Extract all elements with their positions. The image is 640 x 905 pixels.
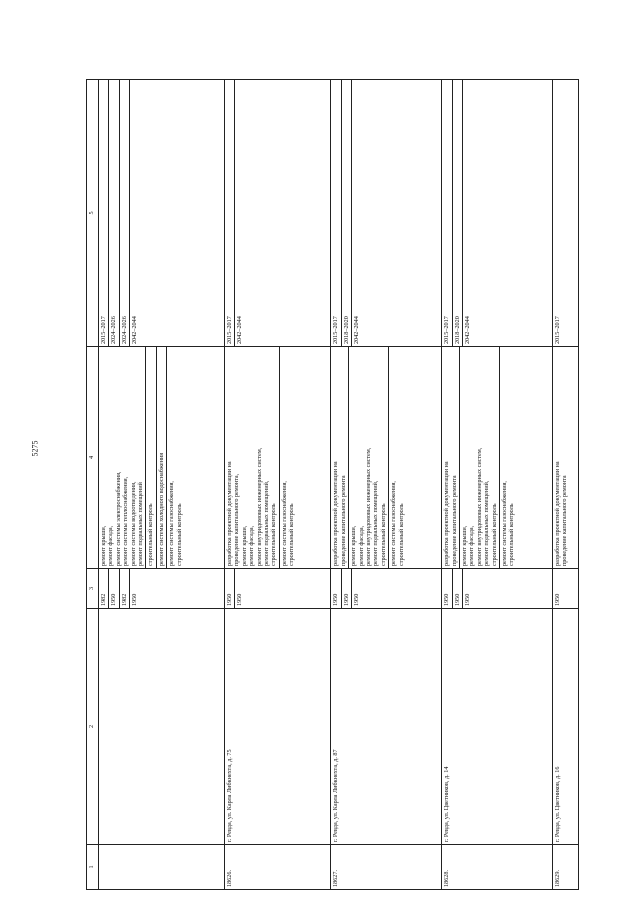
works-list	[156, 347, 165, 568]
period-cell	[442, 80, 553, 347]
header-cell: 1	[87, 845, 99, 890]
works-list	[459, 347, 498, 568]
works-list	[554, 349, 569, 566]
year-value: 1950	[351, 569, 360, 608]
work-item: ремонт фасада,	[248, 525, 256, 566]
works-list	[443, 349, 458, 566]
work-item: ремонт системы газоснабжения,	[390, 481, 398, 566]
works-list	[226, 349, 278, 566]
record-number-cell: 18629.	[552, 845, 578, 890]
address-cell: г. Ревда, ул. Цветников, д. 16	[552, 609, 578, 845]
period-value: 2024–2026	[119, 80, 128, 346]
year-value: 1950	[234, 569, 243, 608]
header-cell: 4	[87, 347, 99, 569]
work-item: ремонт подвальных помещений,	[263, 480, 271, 566]
period-cell	[225, 80, 331, 347]
work-item: проведение капитального ремонта	[339, 475, 347, 566]
year-cell	[225, 569, 331, 609]
works-list	[332, 349, 347, 566]
year-cell	[331, 569, 442, 609]
year-value: 1950	[452, 569, 461, 608]
record-number-cell: 18628.	[442, 845, 553, 890]
rotated-table-container	[86, 80, 579, 890]
works-list	[145, 347, 154, 568]
works-cell	[331, 347, 442, 569]
year-cell	[99, 569, 225, 609]
period-value: 2015–2017	[226, 316, 233, 344]
period-cell	[99, 80, 225, 347]
year-value: 1950	[443, 593, 451, 606]
table-body	[99, 80, 579, 890]
table-row	[225, 80, 331, 890]
work-item: ремонт фасада,	[468, 525, 476, 566]
works-list	[499, 347, 516, 568]
year-cell	[442, 569, 553, 609]
work-item: разработка проектной документации на	[226, 461, 233, 566]
table-row	[442, 80, 553, 890]
table-row	[331, 80, 442, 890]
address-cell: г. Ревда, ул. Цветников, д. 14	[442, 609, 553, 845]
period-value: 2042–2044	[351, 80, 360, 346]
work-item: проведение капитального ремонта,	[233, 473, 241, 566]
works-cell	[225, 347, 331, 569]
year-value: 1982	[119, 569, 128, 608]
year-value: 1950	[108, 569, 117, 608]
year-value: 1950	[462, 569, 471, 608]
table-row	[99, 80, 225, 890]
works-list	[100, 349, 144, 566]
work-item: строительный контроль	[175, 503, 183, 566]
work-item: ремонт внутридомовых инженерных систем,	[255, 447, 263, 566]
work-item: ремонт крыши,	[350, 525, 358, 566]
work-item: ремонт системы теплоснабжения,	[122, 476, 130, 566]
period-value: 2042–2044	[129, 80, 138, 346]
period-value: 2015–2017	[443, 316, 451, 344]
year-value: 1982	[100, 593, 107, 606]
work-item: ремонт системы водоотведения,	[129, 481, 137, 566]
year-value: 1950	[129, 569, 138, 608]
header-row	[87, 80, 99, 890]
work-item: ремонт подвальных помещений,	[372, 480, 380, 566]
works-list	[279, 347, 296, 568]
work-item: ремонт крыши,	[100, 525, 107, 566]
period-value: 2015–2017	[332, 316, 340, 344]
work-item: ремонт системы газоснабжения,	[168, 481, 176, 566]
work-item: ремонт системы холодного водоснабжения	[157, 452, 165, 566]
period-cell	[552, 80, 578, 347]
work-item: ремонт подвальных помещений,	[483, 480, 491, 566]
work-item: ремонт системы газоснабжения,	[500, 481, 508, 566]
work-item: ремонт крыши,	[460, 525, 468, 566]
repair-schedule-table	[86, 79, 579, 890]
work-item: проведение капитального ремонта	[561, 475, 569, 566]
address-cell	[99, 609, 225, 845]
period-value: 2042–2044	[234, 80, 243, 346]
table-row	[552, 80, 578, 890]
period-value: 2015–2017	[100, 316, 107, 344]
record-number-cell: 18626.	[225, 845, 331, 890]
work-item: строительный контроль	[490, 503, 498, 566]
work-item: разработка проектной документации на	[332, 461, 340, 566]
year-value: 1950	[553, 593, 561, 606]
header-cell: 3	[87, 569, 99, 609]
works-list	[388, 347, 405, 568]
header-cell: 5	[87, 80, 99, 347]
period-value: 2015–2017	[553, 316, 561, 344]
year-value: 1950	[332, 593, 340, 606]
work-item: ремонт фасада,	[107, 525, 115, 566]
page-number: 5275	[30, 440, 40, 457]
period-value: 2042–2044	[462, 80, 471, 346]
header-cell: 2	[87, 609, 99, 845]
work-item: строительный контроль	[288, 503, 296, 566]
work-item: проведение капитального ремонта	[450, 475, 458, 566]
work-item: строительный контроль	[508, 503, 516, 566]
year-cell	[552, 569, 578, 609]
works-cell	[99, 347, 225, 569]
work-item: ремонт подвальных помещений	[137, 482, 145, 566]
work-item: ремонт фасада,	[357, 525, 365, 566]
work-item: ремонт системы электроснабжения,	[114, 471, 122, 566]
period-value: 2018–2020	[341, 80, 350, 346]
work-item: разработка проектной документации на	[553, 461, 561, 566]
works-list	[166, 347, 183, 568]
year-value: 1950	[226, 593, 233, 606]
period-value: 2024–2026	[108, 80, 117, 346]
works-cell	[552, 347, 578, 569]
record-number-cell	[99, 845, 225, 890]
work-item: строительный контроль	[147, 503, 155, 566]
works-list	[348, 347, 387, 568]
year-value: 1950	[341, 569, 350, 608]
work-item: строительный контроль	[397, 503, 405, 566]
work-item: ремонт внутридомовых инженерных систем,	[365, 447, 372, 566]
period-value: 2018–2020	[452, 80, 461, 346]
work-item: строительный контроль	[270, 503, 278, 566]
period-cell	[331, 80, 442, 347]
record-number-cell: 18627.	[331, 845, 442, 890]
work-item: ремонт системы газоснабжения,	[280, 481, 288, 566]
work-item: ремонт внутридомовых инженерных систем,	[475, 447, 483, 566]
work-item: разработка проектной документации на	[443, 461, 451, 566]
address-cell: г. Ревда, ул. Карла Либкнехта, д. 75	[225, 609, 331, 845]
work-item: ремонт крыши,	[240, 525, 248, 566]
work-item: строительный контроль	[379, 503, 387, 566]
address-cell: г. Ревда, ул. Карла Либкнехта, д. 87	[331, 609, 442, 845]
works-cell	[442, 347, 553, 569]
